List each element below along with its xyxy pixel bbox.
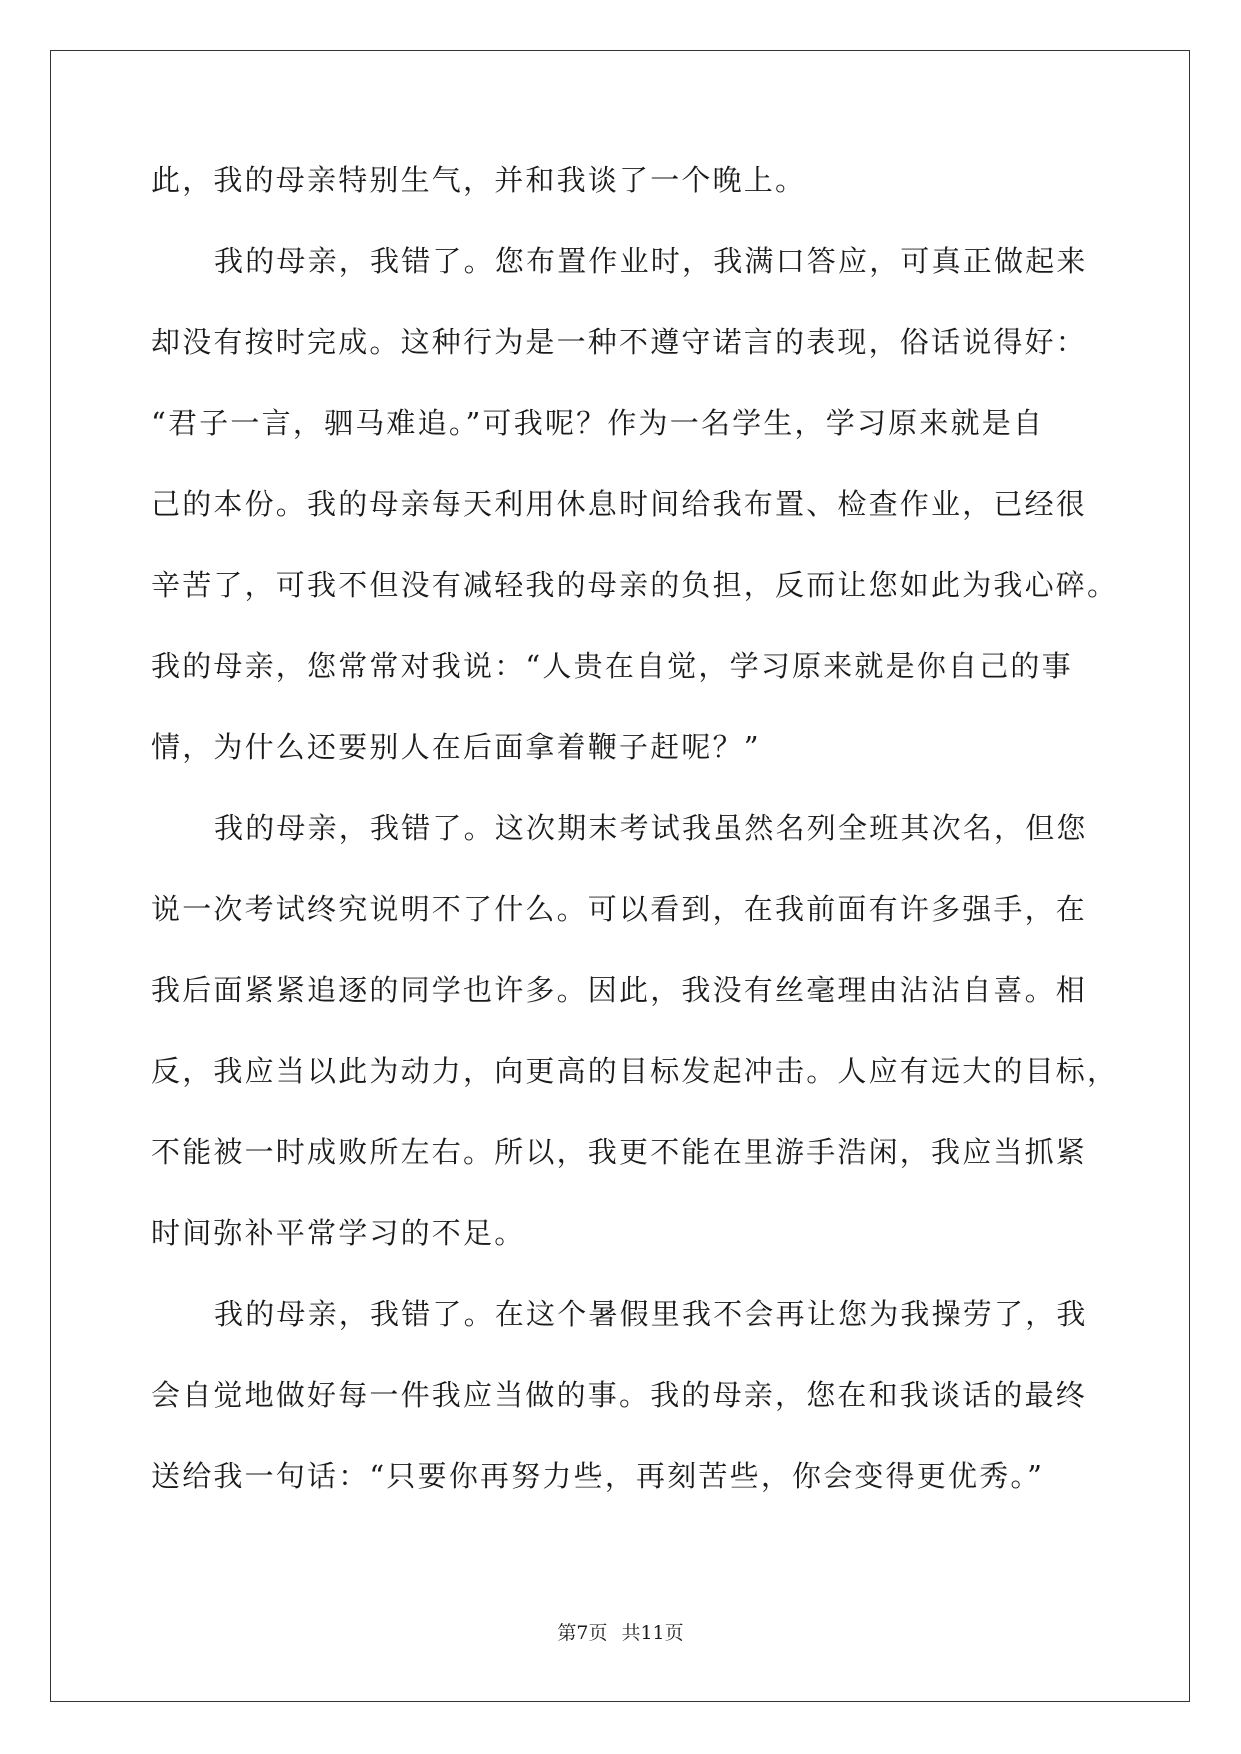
text-line: 送给我一句话：“只要你再努力些，再刻苦些，你会变得更优秀。” — [151, 1459, 1045, 1493]
document-body — [151, 160, 1119, 1537]
page-footer — [0, 1618, 1241, 1645]
text-line: 情，为什么还要别人在后面拿着鞭子赶呢？” — [151, 730, 761, 764]
page-number-current: 第7页 — [557, 1622, 608, 1644]
text-line: 时间弥补平常学习的不足。 — [151, 1216, 526, 1250]
text-line: 辛苦了，可我不但没有减轻我的母亲的负担，反而让您如此为我心碎。 — [151, 568, 1119, 602]
text-line: 我后面紧紧追逐的同学也许多。因此，我没有丝毫理由沾沾自喜。相 — [151, 973, 1088, 1007]
text-line: “君子一言，驷马难追。”可我呢？作为一名学生，学习原来就是自 — [151, 406, 1045, 440]
text-line: 却没有按时完成。这种行为是一种不遵守诺言的表现，俗话说得好： — [151, 325, 1088, 359]
text-line: 我的母亲，您常常对我说：“人贵在自觉，学习原来就是你自己的事 — [151, 649, 1073, 683]
text-line: 己的本份。我的母亲每天利用休息时间给我布置、检查作业，已经很 — [151, 487, 1088, 521]
text-line: 反，我应当以此为动力，向更高的目标发起冲击。人应有远大的目标， — [151, 1054, 1119, 1088]
text-line: 此，我的母亲特别生气，并和我谈了一个晚上。 — [151, 163, 807, 197]
text-line: 不能被一时成败所左右。所以，我更不能在里游手浩闲，我应当抓紧 — [151, 1135, 1088, 1169]
text-line: 说一次考试终究说明不了什么。可以看到，在我前面有许多强手，在 — [151, 892, 1088, 926]
text-line: 我的母亲，我错了。在这个暑假里我不会再让您为我操劳了，我 — [214, 1297, 1088, 1331]
page-number-total: 共11页 — [621, 1622, 684, 1644]
text-line: 会自觉地做好每一件我应当做的事。我的母亲，您在和我谈话的最终 — [151, 1378, 1088, 1412]
text-line: 我的母亲，我错了。您布置作业时，我满口答应，可真正做起来 — [214, 244, 1088, 278]
text-line: 我的母亲，我错了。这次期末考试我虽然名列全班其次名，但您 — [214, 811, 1088, 845]
